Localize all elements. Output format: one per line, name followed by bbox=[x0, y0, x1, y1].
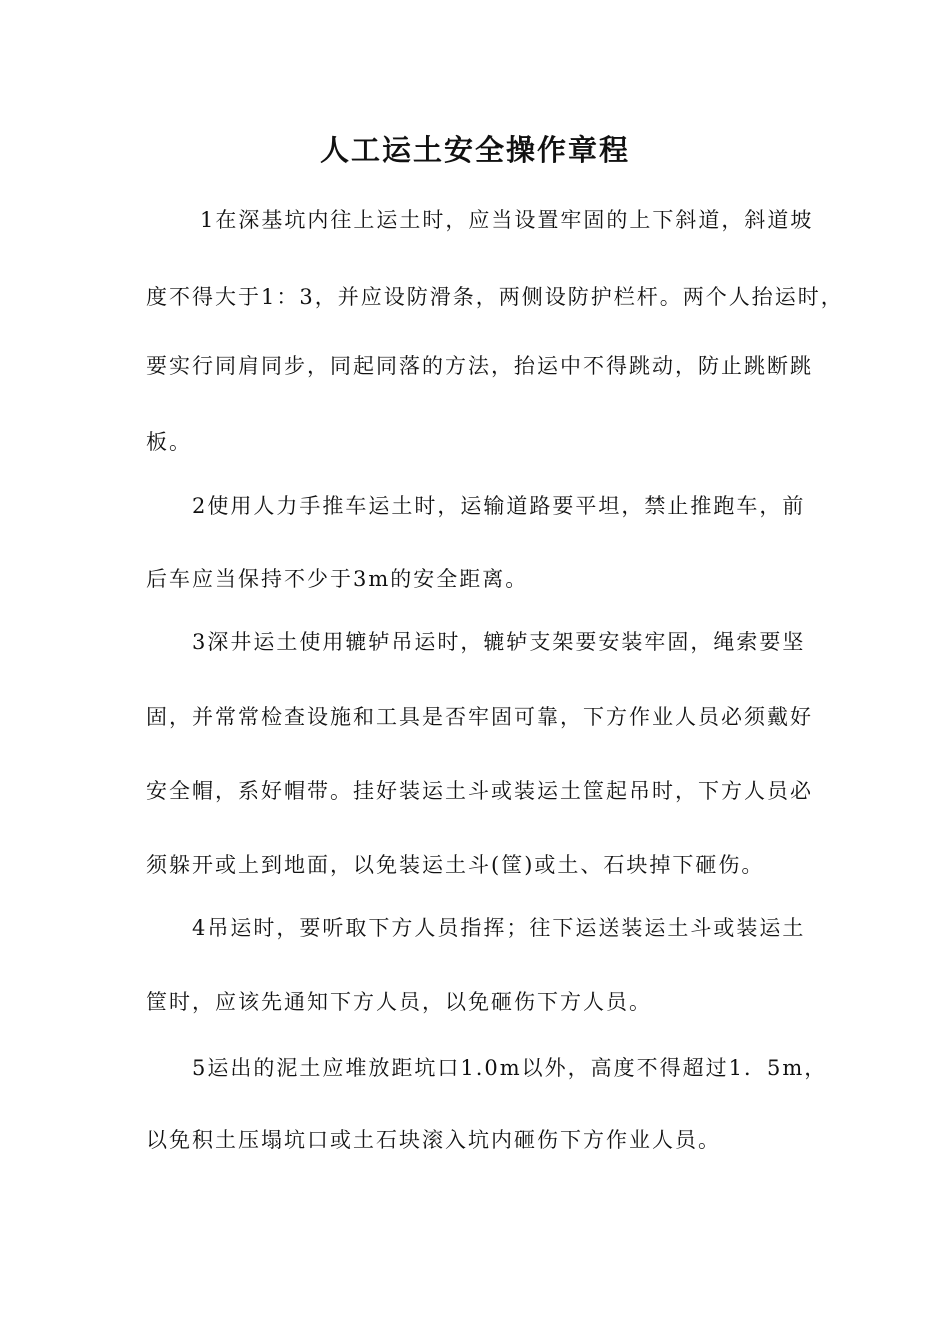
paragraph-1-line-4: 板。 bbox=[146, 430, 192, 454]
paragraph-1-line-2: 度不得大于1：3，并应设防滑条，两侧设防护栏杆。两个人抬运时， bbox=[146, 285, 844, 309]
paragraph-5-line-2: 以免积土压塌坑口或土石块滚入坑内砸伤下方作业人员。 bbox=[146, 1128, 721, 1152]
paragraph-5-line-1: 5运出的泥土应堆放距坑口1.0m以外，高度不得超过1．5m， bbox=[192, 1056, 828, 1080]
paragraph-3-line-3: 安全帽，系好帽带。挂好装运土斗或装运土筐起吊时，下方人员必 bbox=[146, 779, 813, 803]
paragraph-4-line-1: 4吊运时，要听取下方人员指挥；往下运送装运土斗或装运土 bbox=[192, 916, 806, 940]
paragraph-1-line-3: 要实行同肩同步，同起同落的方法，抬运中不得跳动，防止跳断跳 bbox=[146, 354, 813, 378]
paragraph-1-line-1: 1在深基坑内往上运土时，应当设置牢固的上下斜道，斜道坡 bbox=[200, 208, 814, 232]
paragraph-3-line-2: 固，并常常检查设施和工具是否牢固可靠，下方作业人员必须戴好 bbox=[146, 705, 813, 729]
paragraph-4-line-2: 筐时，应该先通知下方人员，以免砸伤下方人员。 bbox=[146, 990, 652, 1014]
paragraph-3-line-4: 须躲开或上到地面，以免装运土斗(筐)或土、石块掉下砸伤。 bbox=[146, 853, 765, 877]
paragraph-2-line-2: 后车应当保持不少于3m的安全距离。 bbox=[146, 567, 529, 591]
paragraph-3-line-1: 3深井运土使用辘轳吊运时，辘轳支架要安装牢固，绳索要坚 bbox=[192, 630, 806, 654]
paragraph-2-line-1: 2使用人力手推车运土时，运输道路要平坦，禁止推跑车，前 bbox=[192, 494, 806, 518]
document-title: 人工运土安全操作章程 bbox=[319, 133, 630, 167]
